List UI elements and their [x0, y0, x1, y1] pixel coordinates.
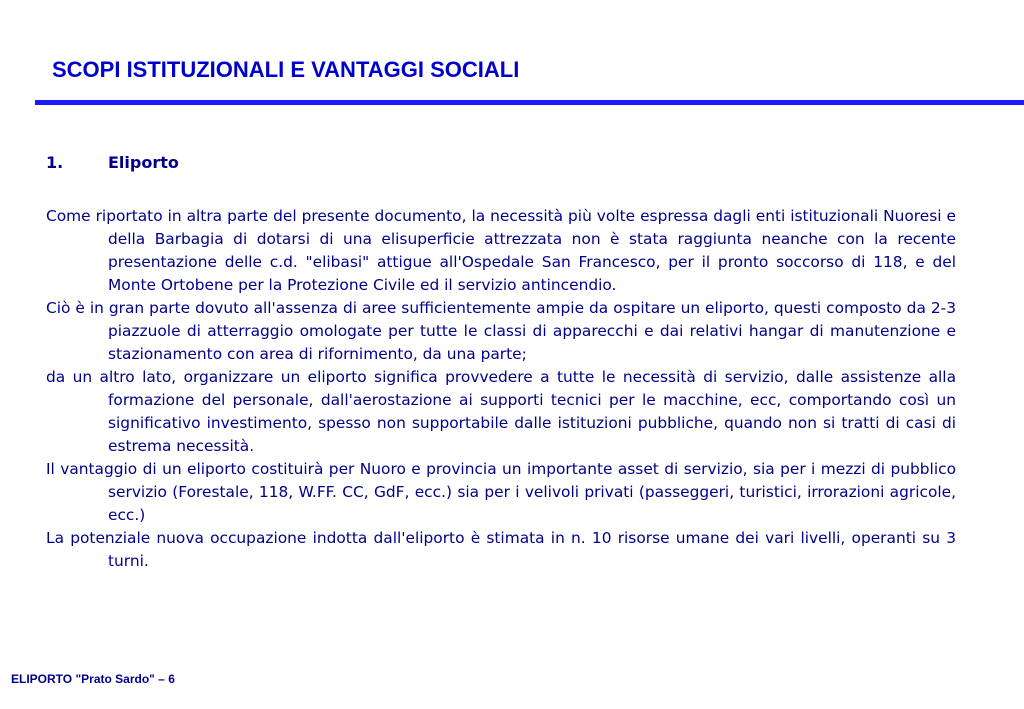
paragraph: La potenziale nuova occupazione indotta dall'eliporto è stimata in n. 10 risorse umane dei vari livelli, operanti su 3 turni. — [46, 529, 956, 570]
body-text — [46, 205, 956, 573]
title-divider — [35, 100, 1024, 105]
page-footer: ELIPORTO "Prato Sardo" – 6 — [11, 672, 175, 686]
section-label: Eliporto — [108, 153, 179, 172]
section-heading — [46, 153, 179, 172]
paragraph: Il vantaggio di un eliporto costituirà per Nuoro e provincia un importante asset di servizio, sia per i mezzi di pubblico servizio (Forestale, 118, W.FF. CC, GdF, ecc.) sia per i velivoli privati (passeggeri, turistici, irrorazioni agricole, ecc.) — [46, 460, 956, 524]
paragraph: Come riportato in altra parte del presente documento, la necessità più volte espressa dagli enti istituzionali Nuoresi e della Barbagia di dotarsi di una elisuperficie attrezzata non è stata raggiunta neanche con la recente presentazione delle c.d. "elibasi" attigue all'Ospedale San Francesco, per il pronto soccorso di 118, e del Monte Ortobene per la Protezione Civile ed il servizio antincendio. — [46, 207, 956, 294]
paragraph: Ciò è in gran parte dovuto all'assenza di aree sufficientemente ampie da ospitare un eliporto, questi composto da 2-3 piazzuole di atterraggio omologate per tutte le classi di apparecchi e dai relativi hangar di manutenzione e stazionamento con area di rifornimento, da una parte; — [46, 299, 956, 363]
section-number: 1. — [46, 153, 64, 172]
paragraph: da un altro lato, organizzare un eliporto significa provvedere a tutte le necessità di servizio, dalle assistenze alla formazione del personale, dall'aerostazione ai supporti tecnici per le macchine, ecc, comportando così un significativo investimento, spesso non supportabile dalle istituzioni pubbliche, quando non si tratti di casi di estrema necessità. — [46, 368, 956, 455]
page-title: SCOPI ISTITUZIONALI E VANTAGGI SOCIALI — [52, 57, 520, 82]
